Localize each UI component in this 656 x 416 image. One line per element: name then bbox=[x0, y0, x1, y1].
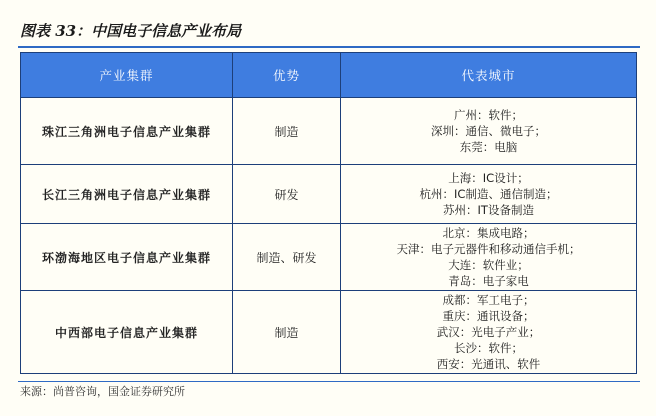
cities-cell bbox=[341, 291, 637, 374]
cities-cell bbox=[341, 224, 637, 291]
cluster-cell: 长江三角洲电子信息产业集群 bbox=[21, 165, 233, 224]
table-row bbox=[21, 224, 637, 291]
city-line: 长沙：软件； bbox=[454, 341, 523, 355]
header-advantage: 优势 bbox=[233, 53, 341, 98]
city-line: 东莞：电脑 bbox=[459, 140, 518, 154]
cluster-cell: 珠江三角洲电子信息产业集群 bbox=[21, 98, 233, 165]
source-note: 来源：尚普咨询，国金证券研究所 bbox=[20, 385, 185, 398]
city-line: 广州：软件； bbox=[454, 108, 523, 122]
cluster-cell: 中西部电子信息产业集群 bbox=[21, 291, 233, 374]
title-divider bbox=[18, 46, 640, 48]
city-line: 重庆：通讯设备； bbox=[442, 309, 535, 323]
figure-title: 图表 33：中国电子信息产业布局 bbox=[20, 22, 242, 40]
city-line: 苏州：IT设备制造 bbox=[443, 203, 534, 217]
source-divider bbox=[18, 381, 640, 382]
industry-layout-table bbox=[20, 52, 637, 374]
advantage-cell: 制造 bbox=[233, 291, 341, 374]
header-cities: 代表城市 bbox=[341, 53, 637, 98]
cities-cell bbox=[341, 98, 637, 165]
advantage-cell: 制造、研发 bbox=[233, 224, 341, 291]
city-line: 北京：集成电路； bbox=[442, 226, 535, 240]
header-cluster: 产业集群 bbox=[21, 53, 233, 98]
cities-cell bbox=[341, 165, 637, 224]
city-line: 大连：软件业； bbox=[448, 258, 529, 272]
city-line: 深圳：通信、微电子； bbox=[431, 124, 546, 138]
city-line: 西安：光通讯、软件 bbox=[436, 357, 541, 371]
city-line: 杭州：IC制造、通信制造； bbox=[419, 187, 558, 201]
table-row bbox=[21, 165, 637, 224]
table-row bbox=[21, 291, 637, 374]
city-line: 武汉：光电子产业； bbox=[436, 325, 541, 339]
city-line: 青岛：电子家电 bbox=[448, 274, 529, 288]
cluster-cell: 环渤海地区电子信息产业集群 bbox=[21, 224, 233, 291]
advantage-cell: 研发 bbox=[233, 165, 341, 224]
advantage-cell: 制造 bbox=[233, 98, 341, 165]
table-header-row bbox=[21, 53, 637, 98]
city-line: 天津：电子元器件和移动通信手机； bbox=[396, 242, 581, 256]
city-line: 成都：军工电子； bbox=[442, 293, 535, 307]
city-line: 上海：IC设计； bbox=[448, 171, 529, 185]
table-row bbox=[21, 98, 637, 165]
